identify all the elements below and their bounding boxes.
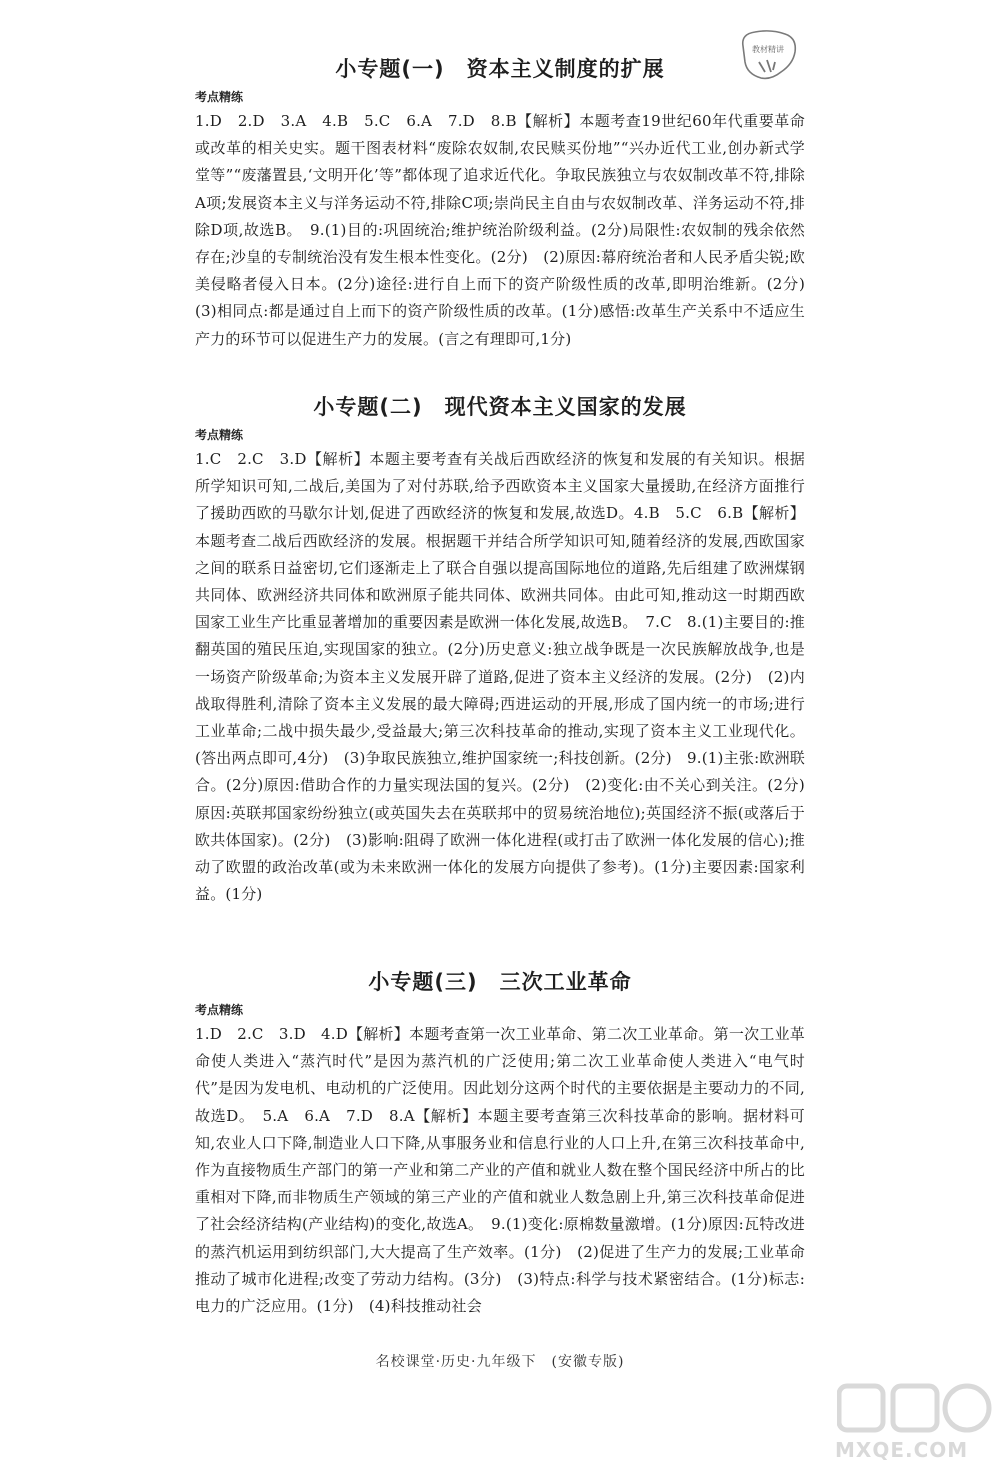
- section-label: 考点精练: [195, 1003, 244, 1017]
- section-body: 1.C 2.C 3.D【解析】本题主要考查有关战后西欧经济的恢复和发展的有关知识。根据所学知识可知,二战后,美国为了对付苏联,给予西欧资本主义国家大量援助,在经济方面推行了援助西欧的马歇尔计划,促进了西欧经济的恢复和发展,故选D。4.B 5.C 6.B【解析】本题考查二战后西欧经济的发展。根据题干并结合所学知识可知,随着经济的发展,西欧国家之间的联系日益密切,它们逐渐走上了联合自强以提高国际地位的道路,先后组建了欧洲煤钢共同体、欧洲经济共同体和欧洲原子能共同体、欧洲共同体。由此可知,推动这一时期西欧国家工业生产比重显著增加的重要因素是欧洲一体化发展,故选B。 7.C 8.(1)主要目的:推翻英国的殖民压迫,实现国家的独立。(2分)历史意义:独立战争既是一次民族解放战争,也是一场资产阶级革命;为资本主义发展开辟了道路,促进了资本主义经济的发展。(2分) (2)内战取得胜利,清除了资本主义发展的最大障碍;西进运动的开展,形成了国内统一的市场;进行工业革命;二战中损失最少,受益最大;第三次科技革命的推动,实现了资本主义工业现代化。(答出两点即可,4分) (3)争取民族独立,维护国家统一;科技创新。(2分) 9.(1)主张:欧洲联合。(2分)原因:借助合作的力量实现法国的复兴。(2分) (2)变化:由不关心到关注。(2分)原因:英联邦国家纷纷独立(或英国失去在英联邦中的贸易统治地位);英国经济不振(或落后于欧共体国家)。(2分) (3)影响:阻碍了欧洲一体化进程(或打击了欧洲一体化发展的信心);推动了欧盟的政治改革(或为未来欧洲一体化的发展方向提供了参考)。(1分)主要因素:国家利益。(1分): [195, 450, 805, 904]
- section-label: 考点精练: [195, 90, 244, 104]
- watermark-text: MXQE.COM: [835, 1438, 969, 1462]
- section-2: [195, 390, 805, 908]
- section-1: [195, 52, 821, 353]
- svg-text:教材精讲: 教材精讲: [752, 45, 784, 54]
- section-body: 1.D 2.D 3.A 4.B 5.C 6.A 7.D 8.B【解析】本题考查19世纪60年代重要革命或改革的相关史实。题干图表材料“废除农奴制,农民赎买份地”“兴办近代工业,创办新式学堂等”“废藩置县,‘文明开化’等”都体现了追求近代化。争取民族独立与农奴制改革不符,排除A项;发展资本主义与洋务运动不符,排除C项;崇尚民主自由与农奴制改革、洋务运动不符,排除D项,故选B。 9.(1)目的:巩固统治;维护统治阶级利益。(2分)局限性:农奴制的残余依然存在;沙皇的专制统治没有发生根本性变化。(2分) (2)原因:幕府统治者和人民矛盾尖锐;欧美侵略者侵入日本。(2分)途径:进行自上而下的资产阶级性质的改革,即明治维新。(2分) (3)相同点:都是通过自上而下的资产阶级性质的改革。(1分)感悟:改革生产关系中不适应生产力的环节可以促进生产力的发展。(言之有理即可,1分): [195, 112, 821, 348]
- section-3: [195, 965, 805, 1320]
- section-body: 1.D 2.C 3.D 4.D【解析】本题考查第一次工业革命、第二次工业革命。第一次工业革命使人类进入“蒸汽时代”是因为蒸汽机的广泛使用;第二次工业革命使人类进入“电气时代”是因为发电机、电动机的广泛使用。因此划分这两个时代的主要依据是主要动力的不同,故选D。 5.A 6.A 7.D 8.A【解析】本题主要考查第三次科技革命的影响。据材料可知,农业人口下降,制造业人口下降,从事服务业和信息行业的人口上升,在第三次科技革命中,作为直接物质生产部门的第一产业和第二产业的产值和就业人数在整个国民经济中所占的比重相对下降,而非物质生产领域的第三产业的产值和就业人数急剧上升,第三次科技革命促进了社会经济结构(产业结构)的变化,故选A。 9.(1)变化:原棉数量激增。(1分)原因:瓦特改进的蒸汽机运用到纺织部门,大大提高了生产效率。(1分) (2)促进了生产力的发展;工业革命推动了城市化进程;改变了劳动力结构。(3分) (3)特点:科学与技术紧密结合。(1分)标志:电力的广泛应用。(1分) (4)科技推动社会: [195, 1025, 805, 1316]
- section-title: 小专题(一) 资本主义制度的扩展: [335, 57, 665, 81]
- section-label: 考点精练: [195, 428, 244, 442]
- section-title: 小专题(三) 三次工业革命: [368, 970, 632, 994]
- section-title: 小专题(二) 现代资本主义国家的发展: [313, 395, 687, 419]
- watermark: [825, 1380, 1000, 1471]
- watermark-logo-icon: [837, 1380, 992, 1436]
- page-footer: 名校课堂·历史·九年级下 (安徽专版): [375, 1354, 625, 1370]
